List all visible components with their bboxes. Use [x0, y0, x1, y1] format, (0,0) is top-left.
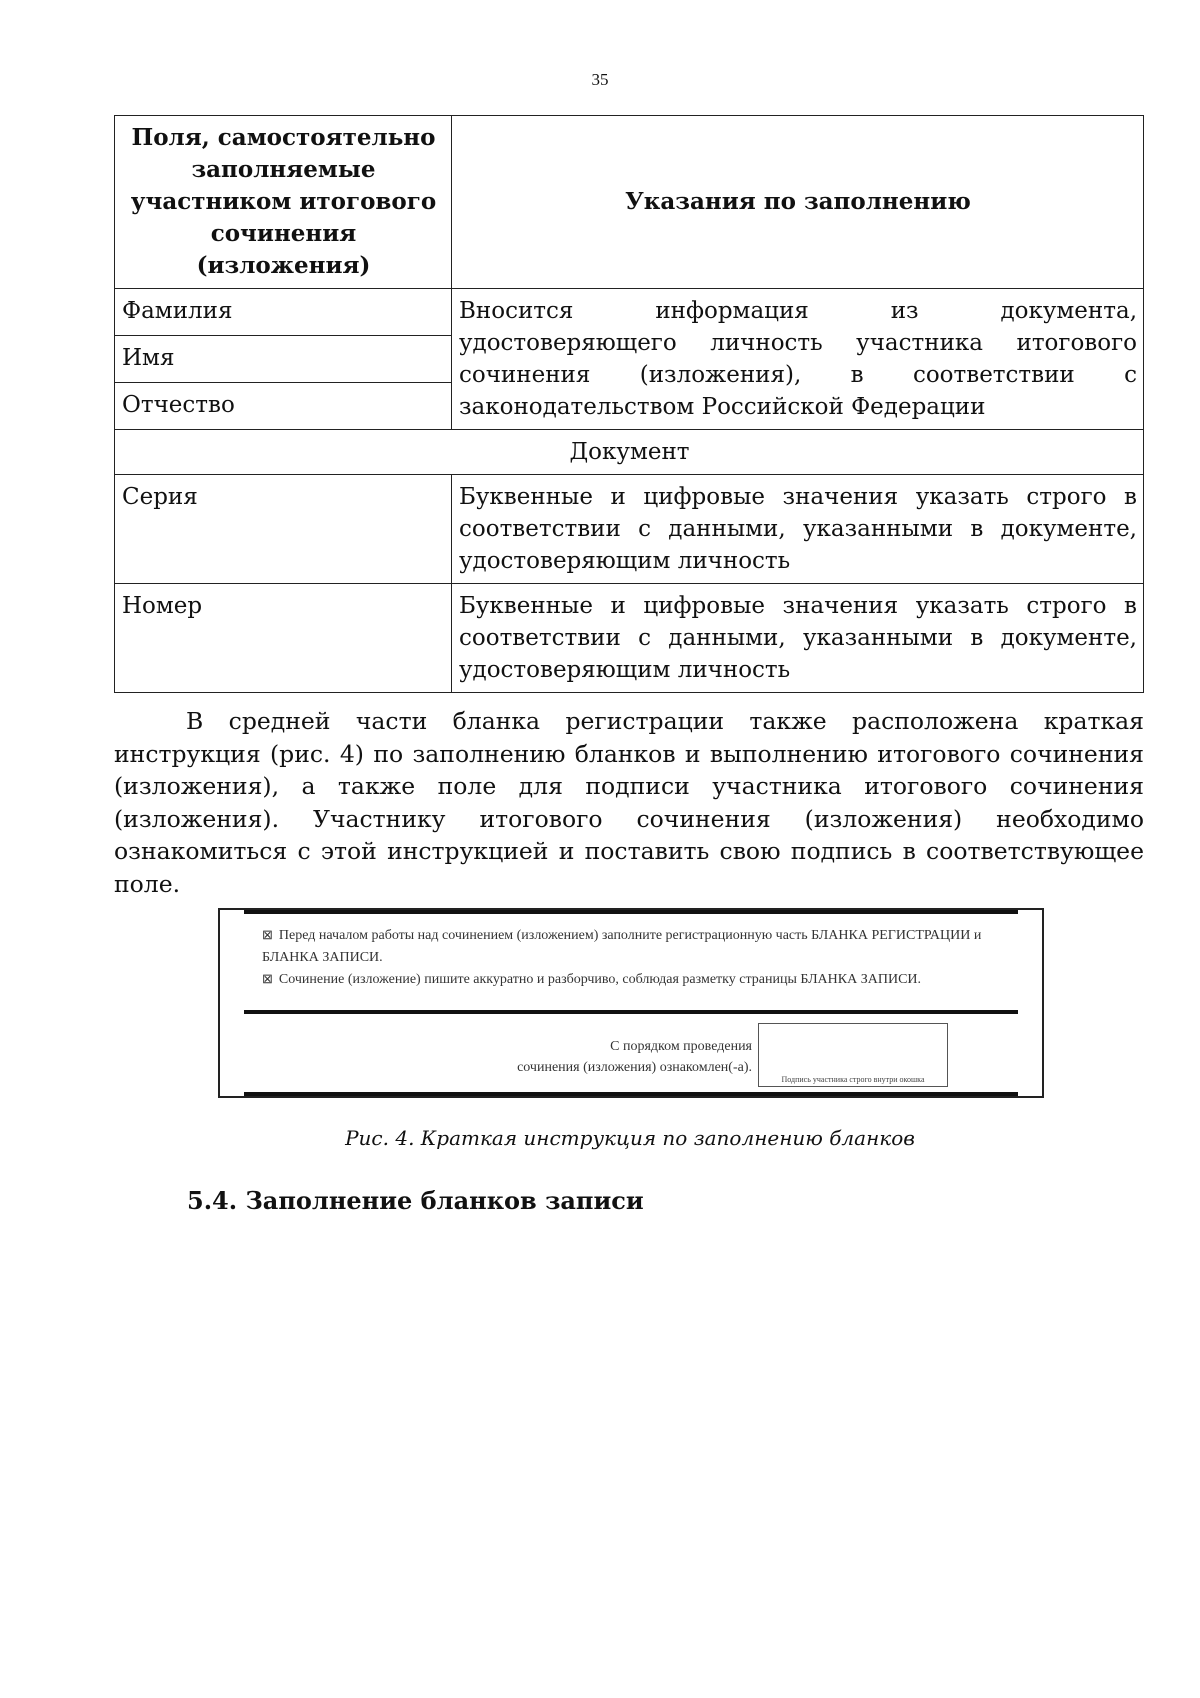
figure-instruction-1: [262, 924, 1012, 969]
figure-instruction-2: [262, 968, 1012, 991]
table-row: [115, 289, 1144, 336]
section-heading: 5.4. Заполнение бланков записи: [187, 1186, 644, 1215]
field-series: Серия: [115, 475, 452, 584]
table-row: [115, 584, 1144, 693]
body-paragraph: В средней части бланка регистрации также расположена краткая инструкция (рис. 4) по заполнению бланков и выполнению итогового сочинения (изложения), а также поле для подписи участника итогового сочинения (изложения). Участнику итогового сочинения (изложения) необходимо ознакомиться с этой инструкцией и поставить свою подпись в соответствующее поле.: [114, 707, 1144, 898]
document-section-label: Документ: [115, 430, 1144, 475]
header-fields: Поля, самостоятельно заполняемые участником итогового сочинения (изложения): [115, 116, 452, 289]
name-instruction: Вносится информация из документа, удостоверяющего личность участника итогового сочинения (изложения), в соответствии с законодательством Российской Федерации: [452, 289, 1144, 430]
consent-line-1: С порядком проведения: [610, 1039, 752, 1054]
figure-middle-rule: [244, 1010, 1018, 1014]
table-row: [115, 430, 1144, 475]
instruction-figure: [218, 908, 1044, 1098]
field-name: Имя: [115, 336, 452, 383]
figure-bottom-rule: [244, 1092, 1018, 1096]
page-number: 35: [591, 70, 609, 89]
signature-caption: Подпись участника строго внутри окошка: [781, 1075, 925, 1084]
table-header-row: [115, 116, 1144, 289]
checkbox-icon: ⊠: [262, 971, 273, 986]
instruction-1-text: Перед началом работы над сочинением (изложением) заполните регистрационную часть БЛАНКА РЕГИСТРАЦИИ и БЛАНКА ЗАПИСИ.: [262, 928, 982, 965]
field-patronymic: Отчество: [115, 383, 452, 430]
figure-top-rule: [244, 910, 1018, 914]
instruction-2-text: Сочинение (изложение) пишите аккуратно и разборчиво, соблюдая разметку страницы БЛАНКА ЗАПИСИ.: [278, 972, 922, 987]
table-row: [115, 475, 1144, 584]
field-surname: Фамилия: [115, 289, 452, 336]
header-instructions: Указания по заполнению: [452, 116, 1144, 289]
figure-caption: Рис. 4. Краткая инструкция по заполнению бланков: [345, 1126, 915, 1150]
number-instruction: Буквенные и цифровые значения указать строго в соответствии с данными, указанными в документе, удостоверяющим личность: [452, 584, 1144, 693]
field-number: Номер: [115, 584, 452, 693]
consent-line-2: сочинения (изложения) ознакомлен(-а).: [517, 1060, 752, 1075]
signature-box[interactable]: [758, 1023, 948, 1087]
checkbox-icon: ⊠: [262, 927, 273, 942]
consent-text: [517, 1036, 752, 1078]
series-instruction: Буквенные и цифровые значения указать строго в соответствии с данными, указанными в документе, удостоверяющим личность: [452, 475, 1144, 584]
fields-table: [114, 115, 1144, 693]
